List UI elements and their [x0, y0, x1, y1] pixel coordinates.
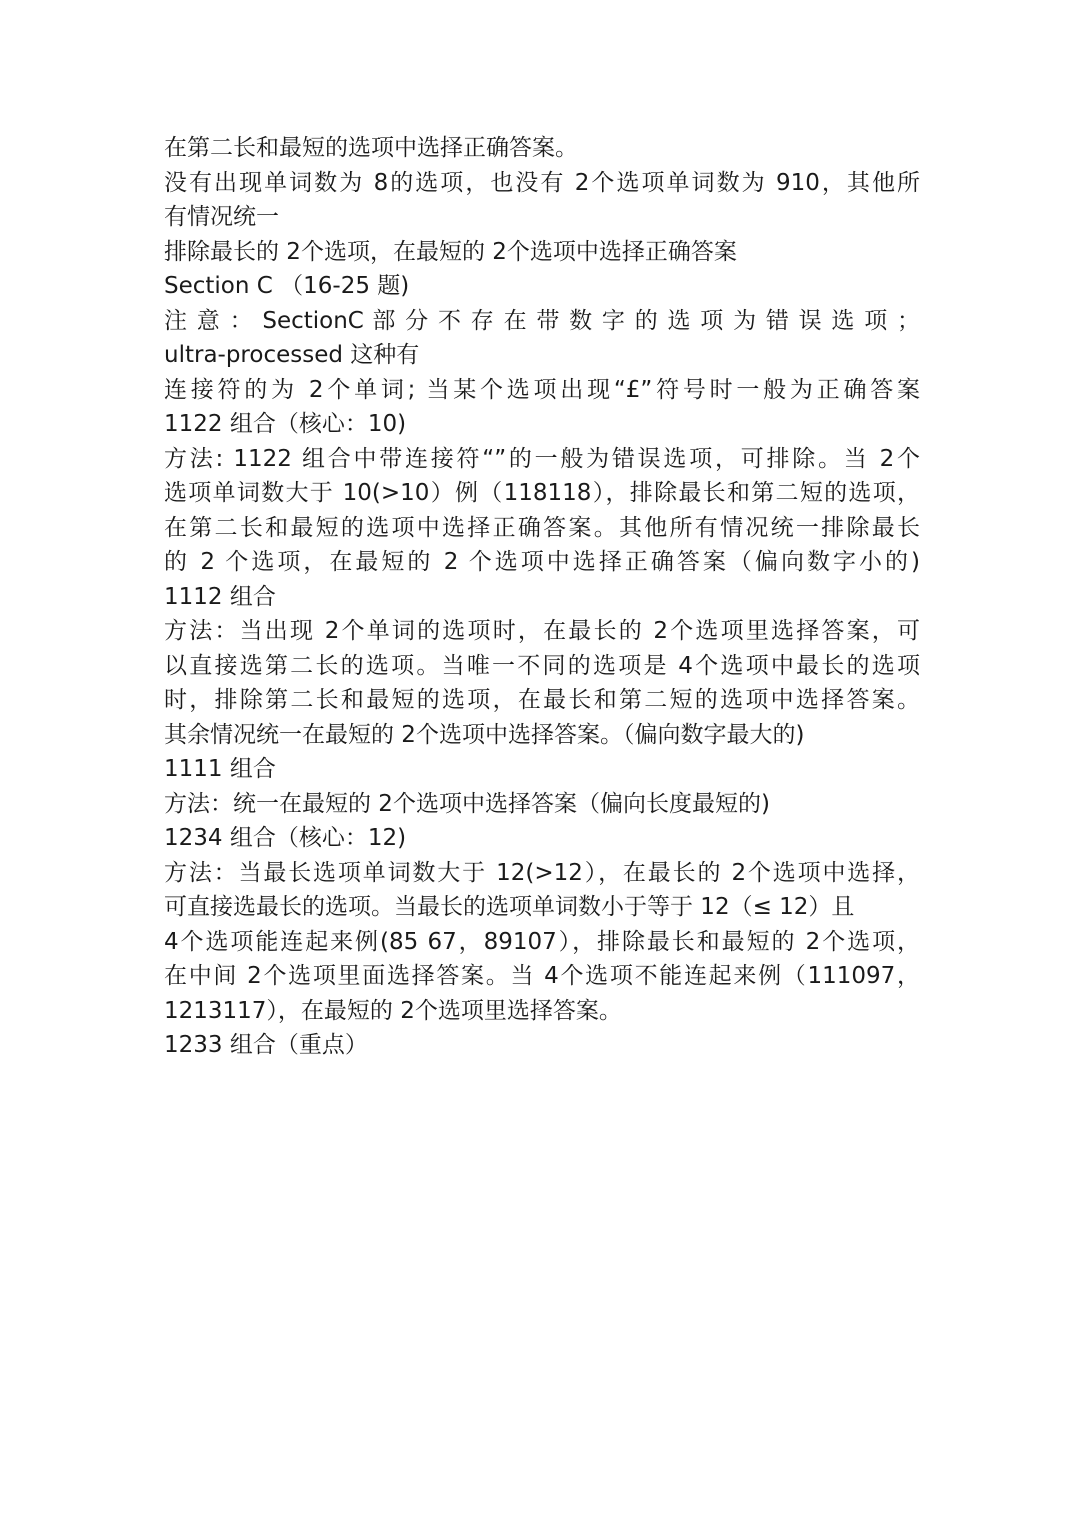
subsection-heading: 1122 组合（核心：10): [164, 411, 407, 437]
text-line: 有情况统一: [164, 204, 279, 230]
text-line: 其余情况统一在最短的 2个选项中选择答案。（偏向数字最大的): [164, 721, 805, 748]
subsection-heading: 1112 组合: [164, 583, 276, 610]
text-line: 方法：统一在最短的 2个选项中选择答案（偏向长度最短的): [164, 790, 770, 817]
document-page: [164, 131, 920, 1063]
text-line: 连接符的为 2个单词; 当某个选项出现“£”符号时一般为正确答案: [164, 376, 920, 403]
text-line: 注 意 ： SectionC 部 分 不 存 在 带 数 字 的 选 项 为 错 误 选 项 ；: [164, 307, 920, 334]
text-line: 在第二长和最短的选项中选择正确答案。其他所有情况统一排除最长: [164, 514, 920, 541]
text-line: 没有出现单词数为 8的选项，也没有 2个选项单词数为 910，其他所: [164, 169, 920, 196]
text-line: 在中间 2个选项里面选择答案。当 4个选项不能连起来例（111097，: [164, 963, 920, 989]
text-line: 1213117），在最短的 2个选项里选择答案。: [164, 997, 622, 1024]
text-line: 方法：当出现 2个单词的选项时，在最长的 2个选项里选择答案，可: [164, 618, 920, 644]
text-line: 在第二长和最短的选项中选择正确答案。: [164, 135, 578, 161]
text-line: 选项单词数大于 10(>10）例（118118），排除最长和第二短的选项，: [164, 480, 920, 506]
subsection-heading: 1111 组合: [164, 756, 276, 782]
text-line: 以直接选第二长的选项。当唯一不同的选项是 4个选项中最长的选项: [164, 652, 920, 679]
text-line: ultra-processed 这种有: [164, 342, 420, 368]
text-line: 时，排除第二长和最短的选项，在最长和第二短的选项中选择答案。: [164, 687, 920, 713]
subsection-heading: 1234 组合（核心：12): [164, 825, 407, 851]
text-line: 4个选项能连起来例(85 67，89107），排除最长和最短的 2个选项，: [164, 928, 920, 955]
text-line: 的 2 个选项，在最短的 2 个选项中选择正确答案（偏向数字小的): [164, 549, 920, 575]
text-line: 可直接选最长的选项。当最长的选项单词数小于等于 12（≤ 12）且: [164, 894, 855, 920]
subsection-heading: 1233 组合（重点）: [164, 1032, 368, 1058]
text-line: 排除最长的 2个选项，在最短的 2个选项中选择正确答案: [164, 238, 737, 265]
text-line: 方法：当最长选项单词数大于 12(>12），在最长的 2个选项中选择，: [164, 859, 920, 886]
section-heading: Section C （16-25 题): [164, 273, 410, 299]
text-line: 方法: 1122 组合中带连接符“”的一般为错误选项，可排除。当 2个: [164, 445, 920, 472]
